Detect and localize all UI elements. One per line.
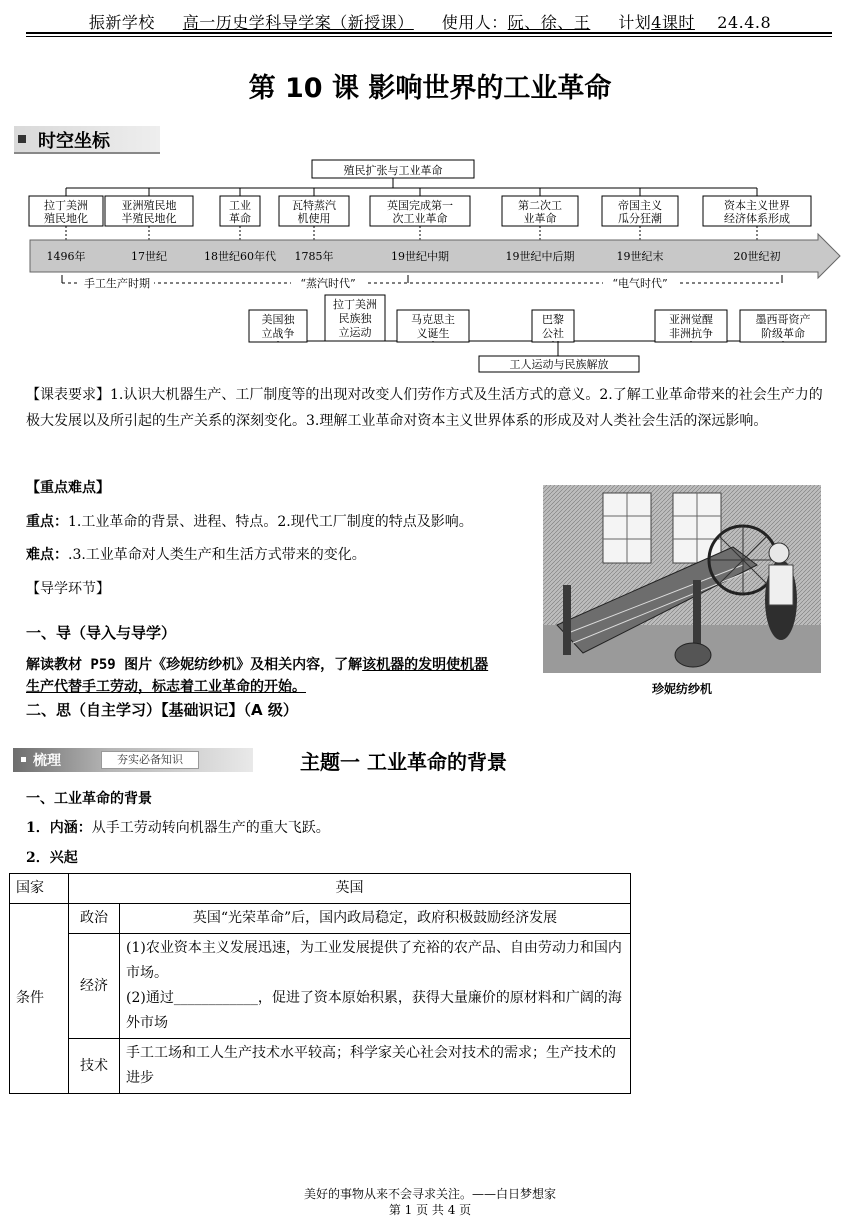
table-row <box>10 934 631 1039</box>
event-label: 革命 <box>229 212 251 225</box>
header-rule-thin <box>26 36 832 37</box>
economy-point-2: (2)通过____________，促进了资本原始积累，获得大量廉价的原材料和广阔的海外市场 <box>126 990 622 1031</box>
header-rule <box>26 32 832 34</box>
condition-label-cell: 条件 <box>10 904 69 1094</box>
event-label: 阶级革命 <box>761 327 805 340</box>
event-label: 第二次工 <box>518 199 562 212</box>
spinning-jenny-image <box>543 485 821 673</box>
footer-quote: 美好的事物从来不会寻求关注。——白日梦想家 <box>303 1187 556 1201</box>
key-label: 重点： <box>26 514 68 530</box>
section-label: 时空坐标 <box>38 131 110 152</box>
school-name: 振新学校 <box>88 13 155 32</box>
plan-label: 计划 <box>618 13 652 32</box>
difficult-points <box>26 542 366 568</box>
image-caption: 珍妮纺纱机 <box>651 682 712 696</box>
event-label: 义诞生 <box>416 327 450 340</box>
conditions-table <box>9 873 631 1094</box>
event-label: 拉丁美洲 <box>44 199 88 212</box>
users-label: 使用人： <box>441 13 508 32</box>
event-label: 马克思主 <box>411 313 455 326</box>
event-label: 瓦特蒸汽 <box>292 199 336 212</box>
event-label: 瓜分狂潮 <box>618 212 662 225</box>
event-label: 机使用 <box>297 212 331 225</box>
date-label: 19世纪末 <box>616 250 664 263</box>
background-item1 <box>26 817 330 837</box>
background-item2: 2．兴起 <box>26 850 78 866</box>
event-label: 帝国主义 <box>618 199 662 212</box>
date-label: 20世纪初 <box>733 250 781 263</box>
event-label: 美国独 <box>261 313 295 326</box>
timeline-diagram <box>0 150 860 378</box>
review-banner <box>13 748 253 772</box>
event-label: 立运动 <box>338 326 372 339</box>
part1-heading: 一、导（导入与导学） <box>26 624 177 642</box>
item1-text: 从手工劳动转向机器生产的重大飞跃。 <box>91 820 330 836</box>
event-label: 半殖民地化 <box>121 212 177 225</box>
requirements-label: 【课表要求】 <box>26 387 110 403</box>
event-label: 墨西哥资产 <box>755 313 811 326</box>
event-label: 殖民地化 <box>44 212 88 225</box>
date-label: 19世纪中期 <box>391 250 449 263</box>
table-row <box>10 1039 631 1094</box>
top-banner-label: 殖民扩张与工业革命 <box>343 164 443 177</box>
part1-text-b: 该机器 <box>362 657 405 673</box>
event-label: 巴黎 <box>542 313 564 326</box>
page-title: 第 10 课 影响世界的工业革命 <box>248 73 612 104</box>
guide-heading: 【导学环节】 <box>26 581 110 597</box>
event-label: 业革命 <box>523 212 557 225</box>
square-icon <box>18 135 26 143</box>
country-label-cell: 国家 <box>10 874 69 904</box>
topic-title: 主题一 工业革命的背景 <box>300 750 507 774</box>
page-header <box>0 10 860 33</box>
bottom-banner-label: 工人运动与民族解放 <box>509 358 609 371</box>
part1-text <box>26 654 496 698</box>
table-row <box>10 904 631 934</box>
event-label: 民族独 <box>338 312 372 325</box>
review-banner-sub: 夯实必备知识 <box>101 751 199 769</box>
doc-type: 高一历史学科导学案（新授课） <box>182 13 414 32</box>
event-label: 拉丁美洲 <box>333 298 377 311</box>
part1-text-c: 的发明使机器生产代替手工劳动，标志着工业革命的开始。 <box>26 657 489 695</box>
background-heading: 一、工业革命的背景 <box>26 791 152 807</box>
event-label: 工业 <box>229 199 251 212</box>
row-text: 手工工场和工人生产技术水平较高；科学家关心社会对技术的需求；生产技术的进步 <box>120 1039 631 1094</box>
event-label: 公社 <box>542 327 564 340</box>
event-label: 经济体系形成 <box>724 212 790 225</box>
row-label: 政治 <box>69 904 120 934</box>
users: 阮、徐、王 <box>507 13 591 32</box>
event-label: 立战争 <box>261 327 295 340</box>
diff-label: 难点： <box>26 547 68 563</box>
date-label: 1785年 <box>294 250 334 263</box>
date-label: 19世纪中后期 <box>505 250 575 263</box>
diff-text: .3.工业革命对人类生产和生活方式带来的变化。 <box>68 547 366 563</box>
key-text: 1.工业革命的背景、进程、特点。2.现代工厂制度的特点及影响。 <box>68 514 473 530</box>
item1-label: 1．内涵： <box>26 820 92 836</box>
row-text <box>120 934 631 1039</box>
country-cell: 英国 <box>69 874 631 904</box>
row-text: 英国“光荣革命”后，国内政局稳定，政府积极鼓励经济发展 <box>120 904 631 934</box>
period-label: “蒸汽时代” <box>300 277 356 290</box>
row-label: 经济 <box>69 934 120 1039</box>
part1-text-a: 解读教材 P59 图片《珍妮纺纱机》及相关内容，了解 <box>26 657 363 673</box>
requirements-text: 1.认识大机器生产、工厂制度等的出现对改变人们劳作方式及生活方式的意义。2.了解工业革命带来的社会生产力的极大发展以及所引起的生产关系的深刻变化。3.理解工业革命对资本主义世界体系的形成及对人类社会生活的深远影响。 <box>26 387 823 429</box>
date-label: 18世纪60年代 <box>204 250 276 263</box>
event-label: 资本主义世界 <box>724 199 790 212</box>
bullet-icon <box>21 757 26 762</box>
period-label: “电气时代” <box>612 277 668 290</box>
event-label: 亚洲殖民地 <box>121 199 177 212</box>
key-points-heading: 【重点难点】 <box>26 480 110 496</box>
review-banner-label: 梳理 <box>33 753 61 769</box>
key-points <box>26 509 473 535</box>
requirements <box>26 382 832 434</box>
part2-heading: 二、思（自主学习）【基础识记】（A 级） <box>26 701 298 719</box>
date-label: 1496年 <box>46 250 86 263</box>
date-label: 17世纪 <box>131 250 167 263</box>
date: 24.4.8 <box>717 13 772 32</box>
event-label: 非洲抗争 <box>669 327 713 340</box>
event-label: 英国完成第一 <box>387 199 453 212</box>
event-label: 亚洲觉醒 <box>669 313 713 326</box>
economy-point-1: (1)农业资本主义发展迅速，为工业发展提供了充裕的农产品、自由劳动力和国内市场。 <box>126 940 622 981</box>
event-label: 次工业革命 <box>392 212 448 225</box>
table-row <box>10 874 631 904</box>
row-label: 技术 <box>69 1039 120 1094</box>
footer-page: 第 1 页 共 4 页 <box>388 1203 472 1217</box>
period-label: 手工生产时期 <box>84 277 150 290</box>
plan-value: 4课时 <box>651 13 695 32</box>
